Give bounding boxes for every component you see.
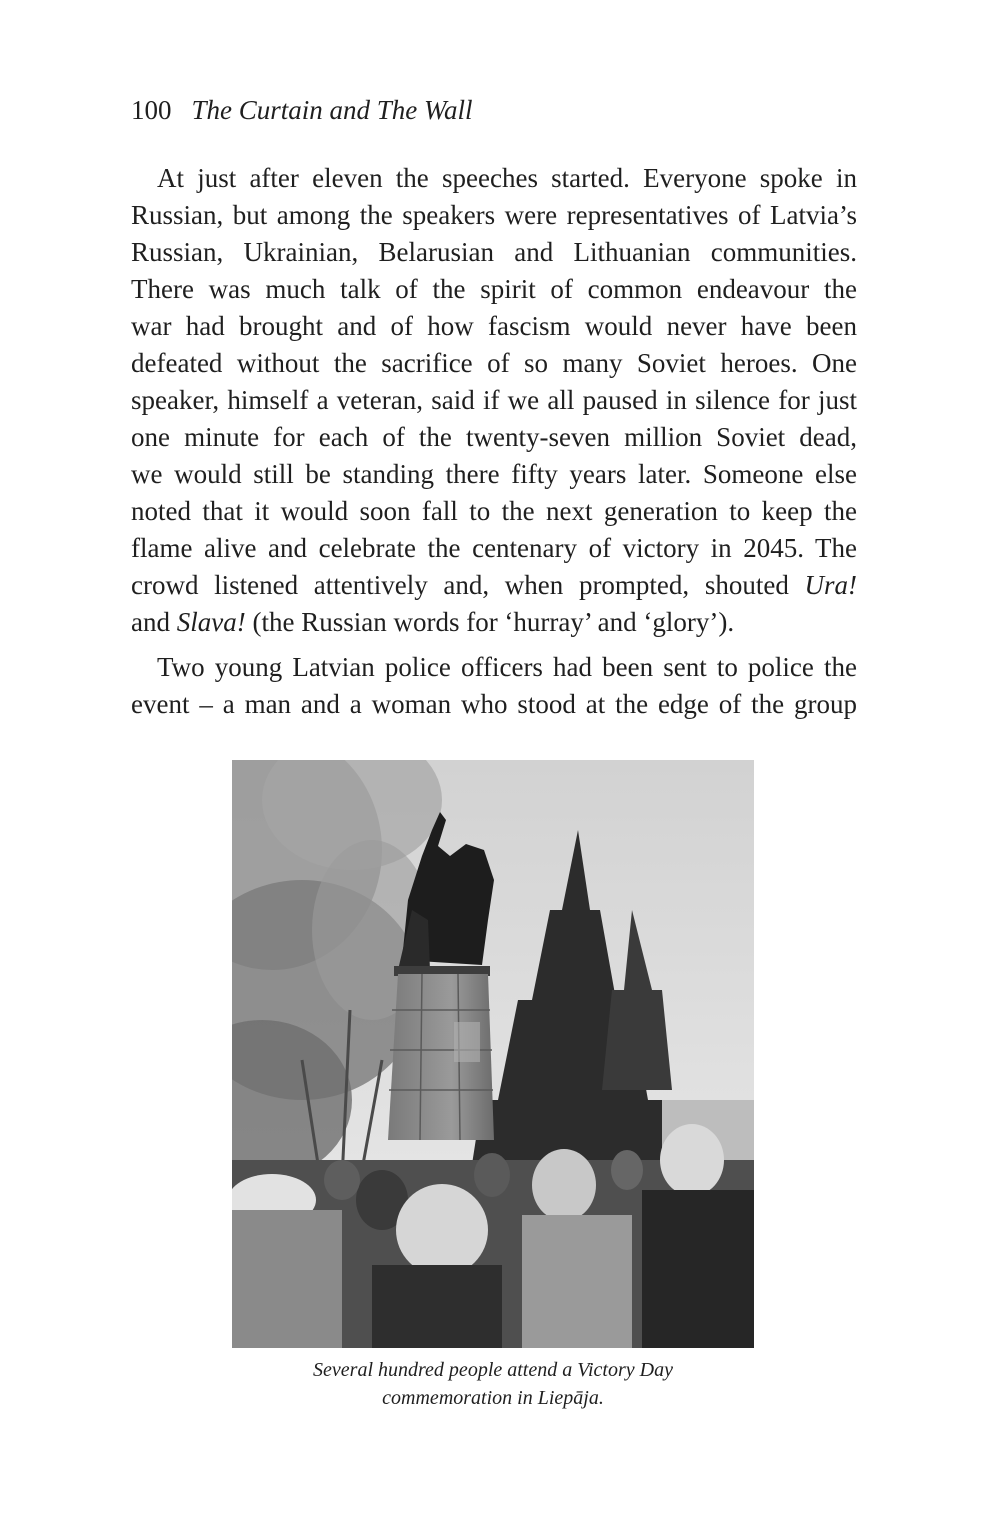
text-line: Russian, Ukrainian, Belarusian and Lithuanian communities. bbox=[131, 237, 857, 267]
text-line: speaker, himself a veteran, said if we all paused in silence for just bbox=[131, 385, 857, 415]
paragraph-2 bbox=[131, 649, 857, 723]
caption-line: Several hundred people attend a Victory Day bbox=[313, 1359, 673, 1381]
text-line: Russian, but among the speakers were representatives of Latvia’s bbox=[131, 200, 857, 230]
text-line: There was much talk of the spirit of common endeavour the bbox=[131, 274, 857, 304]
text-line: Two young Latvian police officers had been sent to police the bbox=[157, 652, 857, 682]
victory-day-photo bbox=[232, 760, 754, 1348]
figure-photo bbox=[232, 760, 754, 1348]
text-line: flame alive and celebrate the centenary of victory in 2045. The bbox=[131, 533, 857, 563]
text-line: we would still be standing there fifty years later. Someone else bbox=[131, 459, 857, 489]
figure-caption bbox=[200, 1356, 786, 1412]
text-fragment: crowd listened attentively and, when prompted, shouted bbox=[131, 570, 805, 600]
text-line bbox=[131, 604, 857, 641]
text-line: event – a man and a woman who stood at the edge of the group bbox=[131, 689, 857, 719]
text-fragment: (the Russian words for ‘hurray’ and ‘glory’). bbox=[245, 607, 735, 637]
text-line: At just after eleven the speeches started. Everyone spoke in bbox=[157, 163, 857, 193]
running-head bbox=[131, 92, 473, 128]
text-line: war had brought and of how fascism would never have been bbox=[131, 311, 857, 341]
caption-line: commemoration in Liepāja. bbox=[382, 1387, 604, 1409]
text-line: noted that it would soon fall to the next generation to keep the bbox=[131, 496, 857, 526]
text-line: defeated without the sacrifice of so many Soviet heroes. One bbox=[131, 348, 857, 378]
text-fragment: and bbox=[131, 607, 177, 637]
body-text bbox=[131, 160, 857, 723]
italic-word: Slava! bbox=[176, 607, 246, 637]
book-title: The Curtain and The Wall bbox=[191, 95, 473, 125]
text-line bbox=[131, 567, 857, 604]
italic-word: Ura! bbox=[804, 570, 857, 600]
page-number: 100 bbox=[131, 95, 172, 125]
paragraph-1 bbox=[131, 160, 857, 641]
text-line: one minute for each of the twenty-seven million Soviet dead, bbox=[131, 422, 857, 452]
